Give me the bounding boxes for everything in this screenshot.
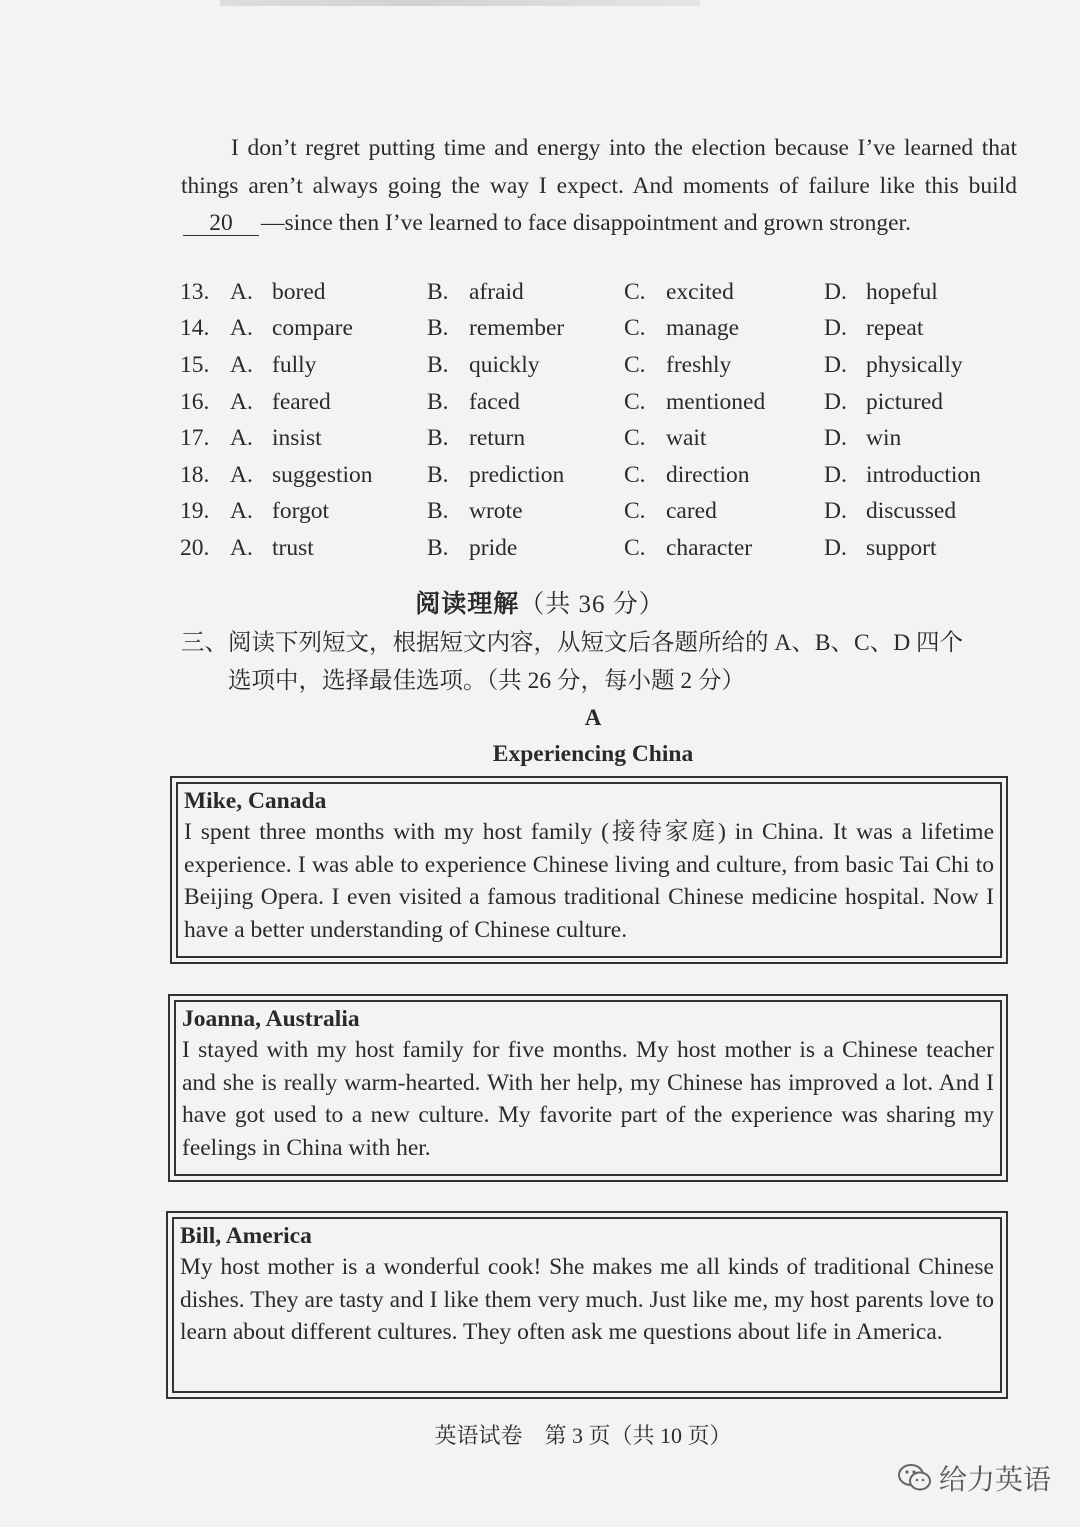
option-b [427,352,624,379]
part-letter: A [584,705,602,730]
section-points: （共 36 分） [519,591,665,618]
box-inner-frame [172,1217,1002,1393]
watermark [897,1458,1051,1498]
option-text: direction [666,461,750,488]
option-c [624,425,824,452]
option-a [230,425,427,452]
section-title-text: 阅读理解 [415,591,520,618]
instruction-line-2: 选项中，选择最佳选项。（共 26 分，每小题 2 分） [228,668,745,694]
option-letter: D. [824,315,847,342]
option-letter: D. [824,351,847,378]
option-text: remember [469,315,565,342]
option-text: introduction [866,461,981,488]
option-letter: B. [427,498,449,525]
option-text: excited [666,278,734,305]
option-letter: B. [427,388,449,415]
option-letter: B. [427,278,449,305]
cloze-options [180,274,1020,567]
option-text: quickly [469,351,540,378]
scan-mark [220,0,700,6]
option-c [624,315,824,342]
option-c [624,279,824,306]
question-number: 18. [180,461,210,488]
option-letter: C. [624,388,646,415]
option-text: mentioned [666,388,766,415]
wechat-icon [897,1462,933,1494]
testimonial-box-mike [170,776,1008,964]
option-c [624,535,824,562]
option-text: return [469,425,526,452]
option-letter: C. [624,461,646,488]
watermark-text: 给力英语 [939,1463,1052,1496]
section-title [0,584,1080,620]
option-letter: B. [427,351,449,378]
option-letter: B. [427,534,449,561]
option-b [427,389,624,416]
part-title: Experiencing China [492,741,694,767]
option-letter: A. [230,498,253,525]
option-letter: C. [624,498,646,525]
option-letter: C. [624,315,646,342]
option-text: fully [272,351,317,378]
option-a [230,535,427,562]
question-number: 17. [180,425,210,452]
testimonial-name: Mike, Canada [184,788,327,814]
option-b [427,279,624,306]
testimonial-name: Bill, America [180,1223,312,1249]
option-a [230,498,427,525]
option-letter: B. [427,425,449,452]
option-text: discussed [866,498,957,525]
option-b [427,498,624,525]
option-a [230,352,427,379]
blank-20: 20 [183,211,259,236]
question-row [180,494,1020,531]
passage-paragraph [181,130,1017,243]
option-text: wait [666,425,707,452]
option-text: hopeful [866,278,938,305]
option-d [824,425,1020,452]
option-d [824,389,1020,416]
testimonial-text: My host mother is a wonderful cook! She makes me all kinds of traditional Chinese dishes. They are tasty and I like them very much. Just like me, my host parents love to learn about different cultures. They often ask me questions about life in America. [180,1254,994,1345]
testimonial-text: I spent three months with my host family (接待家庭) in China. It was a lifetime experience. I was able to experience Chinese living and culture, from basic Tai Chi to Beijing Opera. I even visited a famous traditional Chinese medicine hospital. Now I have a better understanding of Chinese culture. [184,819,994,943]
option-letter: D. [824,388,847,415]
passage-text: I don’t regret putting time and energy into the election because I’ve learned that things aren’t always going the way I expect. And moments of failure like this build [181,135,1017,199]
page-footer: 英语试卷 第 3 页（共 10 页） [434,1423,732,1448]
question-number: 15. [180,351,210,378]
option-a [230,279,427,306]
option-letter: C. [624,534,646,561]
option-letter: C. [624,351,646,378]
option-text: feared [272,388,331,415]
option-b [427,315,624,342]
option-text: insist [272,425,322,452]
option-letter: A. [230,461,253,488]
option-text: afraid [469,278,524,305]
testimonial-text: I stayed with my host family for five months. My host mother is a Chinese teacher and she is really warm-hearted. With her help, my Chinese has improved a lot. And I have got used to a new culture. My favorite part of the experience was sharing my feelings in China with her. [182,1037,994,1161]
option-text: cared [666,498,717,525]
option-text: physically [866,351,963,378]
option-letter: D. [824,461,847,488]
question-row [180,311,1020,348]
question-number: 14. [180,315,210,342]
option-letter: C. [624,278,646,305]
option-a [230,462,427,489]
option-letter: A. [230,388,253,415]
option-d [824,535,1020,562]
option-letter: A. [230,278,253,305]
option-c [624,462,824,489]
option-letter: C. [624,425,646,452]
box-inner-frame [176,782,1002,958]
option-d [824,315,1020,342]
option-c [624,498,824,525]
instruction-line-1: 三、阅读下列短文，根据短文内容，从短文后各题所给的 A、B、C、D 四个 [181,630,964,656]
option-letter: D. [824,534,847,561]
option-text: compare [272,315,353,342]
question-row [180,530,1020,567]
option-text: support [866,534,937,561]
question-number: 13. [180,278,210,305]
option-a [230,315,427,342]
option-text: win [866,425,902,452]
passage-text-end: —since then I’ve learned to face disappointment and grown stronger. [261,210,911,236]
option-letter: A. [230,351,253,378]
option-letter: D. [824,425,847,452]
option-d [824,279,1020,306]
option-text: trust [272,534,314,561]
option-text: prediction [469,461,565,488]
testimonial-name: Joanna, Australia [182,1006,360,1032]
question-row [180,274,1020,311]
question-number: 19. [180,498,210,525]
question-row [180,384,1020,421]
option-text: pride [469,534,518,561]
option-c [624,389,824,416]
option-letter: A. [230,425,253,452]
option-letter: D. [824,278,847,305]
option-b [427,425,624,452]
option-text: faced [469,388,520,415]
option-d [824,352,1020,379]
option-c [624,352,824,379]
question-row [180,347,1020,384]
option-letter: B. [427,461,449,488]
option-text: repeat [866,315,924,342]
option-letter: A. [230,534,253,561]
testimonial-box-bill [166,1211,1008,1399]
option-text: suggestion [272,461,373,488]
option-letter: A. [230,315,253,342]
option-text: bored [272,278,326,305]
option-b [427,462,624,489]
option-text: wrote [469,498,523,525]
option-text: freshly [666,351,732,378]
option-text: manage [666,315,740,342]
option-text: forgot [272,498,330,525]
option-letter: B. [427,315,449,342]
option-d [824,462,1020,489]
testimonial-box-joanna [168,994,1008,1182]
question-row [180,457,1020,494]
question-number: 16. [180,388,210,415]
option-letter: D. [824,498,847,525]
section-instruction [181,624,1017,700]
question-row [180,420,1020,457]
box-inner-frame [174,1000,1002,1176]
option-d [824,498,1020,525]
cloze-passage-ending [181,130,1017,243]
option-text: pictured [866,388,943,415]
option-a [230,389,427,416]
option-text: character [666,534,753,561]
question-number: 20. [180,534,210,561]
option-b [427,535,624,562]
